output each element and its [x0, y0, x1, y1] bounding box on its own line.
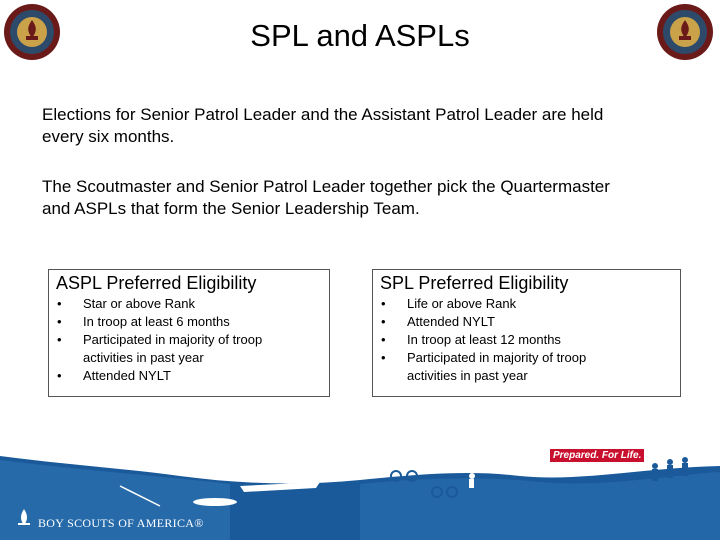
aspl-eligibility-box	[48, 269, 330, 397]
list-item: • In troop at least 12 months	[381, 332, 561, 347]
tagline-badge: Prepared. For Life.	[550, 449, 644, 462]
spl-eligibility-list	[373, 295, 622, 385]
paragraph-elections: Elections for Senior Patrol Leader and the Assistant Patrol Leader are held every six months.	[42, 105, 604, 146]
kayak-icon	[193, 498, 237, 506]
list-item: • Attended NYLT	[381, 314, 495, 329]
spl-box-title: SPL Preferred Eligibility	[380, 273, 569, 293]
aspl-box-title: ASPL Preferred Eligibility	[56, 273, 257, 293]
paragraph-leadership-team: The Scoutmaster and Senior Patrol Leader together pick the Quartermaster and ASPLs that form the Senior Leadership Team.	[42, 177, 610, 218]
slide-title: SPL and ASPLs	[250, 18, 470, 53]
list-item: • Attended NYLT	[57, 368, 171, 383]
spl-eligibility-box	[372, 269, 681, 397]
list-item: • Participated in majority of troop activities in past year	[381, 350, 587, 383]
list-item: • Participated in majority of troop activities in past year	[57, 332, 263, 365]
org-name: BOY SCOUTS OF AMERICA®	[38, 516, 204, 530]
list-item: • Life or above Rank	[381, 296, 517, 311]
list-item: • In troop at least 6 months	[57, 314, 230, 329]
list-item: • Star or above Rank	[57, 296, 196, 311]
aspl-eligibility-list	[49, 295, 288, 385]
